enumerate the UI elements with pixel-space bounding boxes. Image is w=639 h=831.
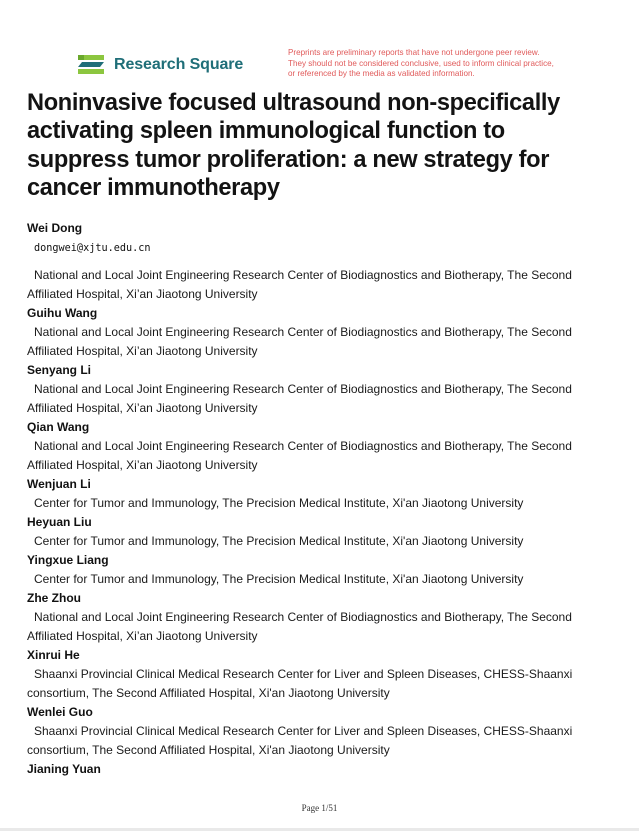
author-entry	[27, 513, 612, 551]
author-entry	[27, 589, 612, 646]
author-name: Heyuan Liu	[27, 515, 92, 529]
author-name: Wei Dong	[27, 221, 83, 235]
author-affiliation: National and Local Joint Engineering Research Center of Biodiagnostics and Biotherapy, The Second Affiliated Hospital, Xi’an Jiaotong University	[27, 439, 572, 472]
author-list	[27, 219, 612, 779]
author-entry	[27, 361, 612, 418]
author-name: Wenlei Guo	[27, 705, 93, 719]
page-number: Page 1/51	[301, 803, 338, 813]
author-affiliation: Center for Tumor and Immunology, The Precision Medical Institute, Xi'an Jiaotong University	[34, 496, 524, 510]
author-affiliation: Center for Tumor and Immunology, The Precision Medical Institute, Xi'an Jiaotong University	[34, 534, 524, 548]
author-entry	[27, 760, 612, 779]
author-name: Zhe Zhou	[27, 591, 81, 605]
research-square-logo-icon	[76, 51, 106, 79]
author-email-link[interactable]: dongwei@xjtu.edu.cn	[34, 243, 151, 254]
author-affiliation: Center for Tumor and Immunology, The Precision Medical Institute, Xi'an Jiaotong University	[34, 572, 524, 586]
author-affiliation: National and Local Joint Engineering Research Center of Biodiagnostics and Biotherapy, The Second Affiliated Hospital, Xi’an Jiaotong University	[27, 382, 572, 415]
author-name: Jianing Yuan	[27, 762, 101, 776]
author-entry	[27, 418, 612, 475]
disclaimer-line: Preprints are preliminary reports that have not undergone peer review.	[288, 48, 540, 57]
author-affiliation: Shaanxi Provincial Clinical Medical Research Center for Liver and Spleen Diseases, CHESS-Shaanxi consortium, The Second Affiliated Hospital, Xi'an Jiaotong University	[27, 667, 573, 700]
author-name: Yingxue Liang	[27, 553, 109, 567]
disclaimer-line: or referenced by the media as validated information.	[288, 69, 475, 79]
author-name: Xinrui He	[27, 648, 80, 662]
author-affiliation: Shaanxi Provincial Clinical Medical Research Center for Liver and Spleen Diseases, CHESS-Shaanxi consortium, The Second Affiliated Hospital, Xi'an Jiaotong University	[27, 724, 573, 757]
research-square-logo[interactable]	[76, 51, 243, 79]
author-affiliation: National and Local Joint Engineering Research Center of Biodiagnostics and Biotherapy, The Second Affiliated Hospital, Xi’an Jiaotong University	[27, 268, 572, 301]
preprint-disclaimer	[288, 48, 588, 80]
author-name: Wenjuan Li	[27, 477, 91, 491]
author-entry	[27, 219, 612, 304]
author-entry	[27, 475, 612, 513]
paper-title: Noninvasive focused ultrasound non-specifically activating spleen immunological function to suppress tumor proliferation: a new strategy for cancer immunotherapy	[27, 90, 560, 202]
disclaimer-line: They should not be considered conclusive, used to inform clinical practice,	[288, 58, 554, 68]
author-name: Guihu Wang	[27, 306, 98, 320]
author-entry	[27, 304, 612, 361]
author-name: Qian Wang	[27, 420, 90, 434]
logo-text: Research Square	[114, 56, 244, 73]
author-affiliation: National and Local Joint Engineering Research Center of Biodiagnostics and Biotherapy, The Second Affiliated Hospital, Xi’an Jiaotong University	[27, 325, 572, 358]
author-entry	[27, 551, 612, 589]
author-affiliation: National and Local Joint Engineering Research Center of Biodiagnostics and Biotherapy, The Second Affiliated Hospital, Xi’an Jiaotong University	[27, 610, 572, 643]
author-entry	[27, 646, 612, 703]
author-name: Senyang Li	[27, 363, 92, 377]
author-entry	[27, 703, 612, 760]
